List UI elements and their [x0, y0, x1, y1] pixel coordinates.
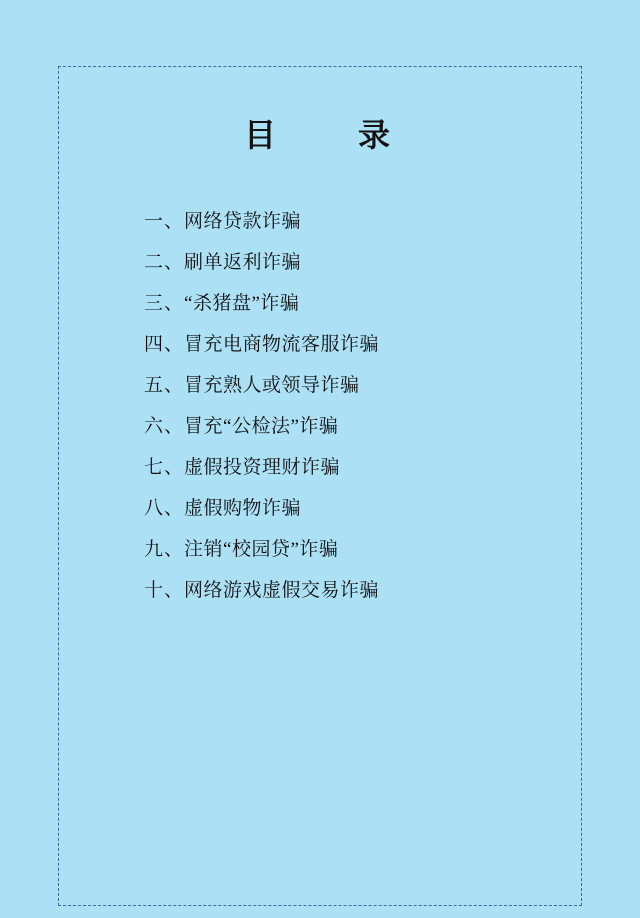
list-item[interactable]: [144, 540, 582, 559]
table-of-contents: [58, 212, 582, 600]
toc-item-label: 冒充熟人或领导诈骗: [184, 375, 360, 396]
toc-item-number: 九、: [144, 539, 185, 560]
toc-item-number: 一、: [144, 211, 185, 232]
list-item[interactable]: [144, 499, 582, 518]
toc-item-label: 注销“校园贷”诈骗: [184, 539, 339, 560]
list-item[interactable]: [144, 253, 582, 272]
toc-item-number: 八、: [144, 498, 185, 519]
toc-item-number: 二、: [144, 252, 185, 273]
toc-item-label: 网络游戏虚假交易诈骗: [184, 580, 380, 601]
toc-item-number: 五、: [144, 375, 185, 396]
list-item[interactable]: [144, 417, 582, 436]
page-content: [58, 66, 582, 906]
toc-item-label: 虚假购物诈骗: [184, 498, 302, 519]
toc-item-label: 网络贷款诈骗: [184, 211, 302, 232]
list-item[interactable]: [144, 212, 582, 231]
list-item[interactable]: [144, 581, 582, 600]
toc-item-number: 七、: [144, 457, 185, 478]
list-item[interactable]: [144, 335, 582, 354]
toc-item-number: 三、: [144, 293, 185, 314]
toc-item-label: 虚假投资理财诈骗: [184, 457, 341, 478]
toc-item-number: 四、: [144, 334, 185, 355]
toc-item-label: “杀猪盘”诈骗: [184, 293, 300, 314]
toc-item-label: 冒充“公检法”诈骗: [184, 416, 339, 437]
toc-item-label: 刷单返利诈骗: [184, 252, 302, 273]
list-item[interactable]: [144, 294, 582, 313]
list-item[interactable]: [144, 458, 582, 477]
toc-item-number: 十、: [144, 580, 185, 601]
page-title: 目 录: [243, 117, 396, 153]
toc-item-label: 冒充电商物流客服诈骗: [184, 334, 380, 355]
toc-item-number: 六、: [144, 416, 185, 437]
list-item[interactable]: [144, 376, 582, 395]
